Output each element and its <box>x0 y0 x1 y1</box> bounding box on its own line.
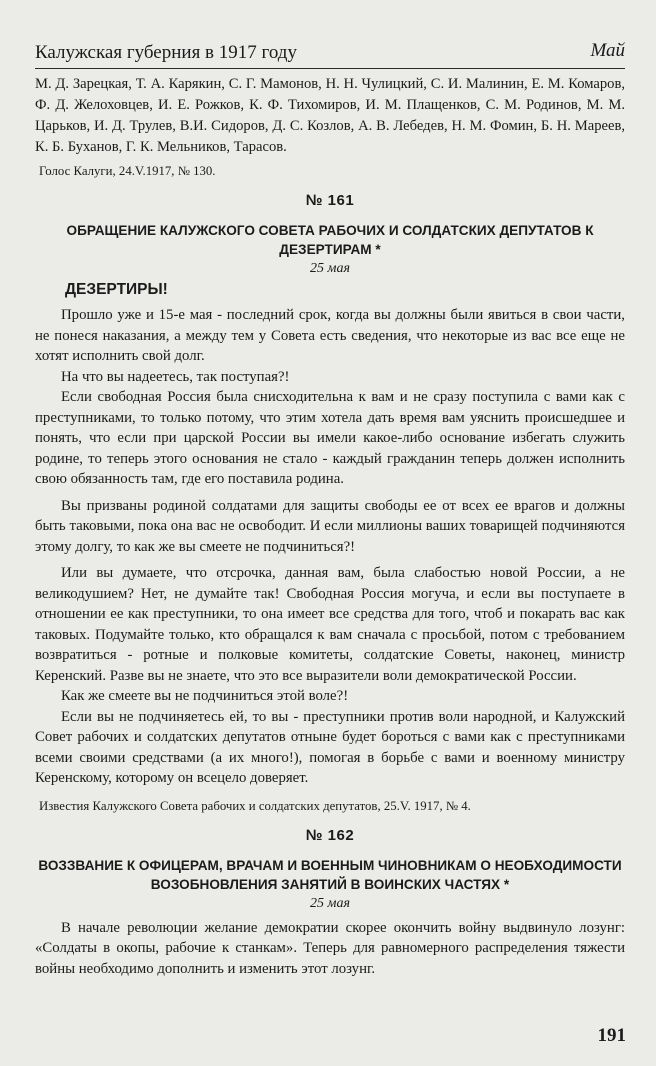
paragraph: Вы призваны родиной солдатами для защиты свободы ее от всех ее врагов и должны быть таковыми, пока она вас не освободит. И если миллионы ваших товарищей подчиняются этому долгу, то как же вы смеете не подчиниться?! <box>35 497 625 555</box>
running-head-title: Калужская губерния в 1917 году <box>35 42 297 63</box>
running-head-month: Май <box>590 40 625 61</box>
paragraph: Если вы не подчиняетесь ей, то вы - преступники против воли народной, и Калужский Совет рабочих и солдатских депутатов отныне будет бороться с вами как с преступниками всеми своими средствами (а их много!), помогая в борьбе с вами и военному министру Керенскому, которому он всецело доверяет. <box>35 708 625 786</box>
paragraph: Если свободная Россия была снисходительна к вам и не сразу поступила с вами как с преступниками, то только потому, что этим хотела дать время вам уяснить происшедшее и понять, что если при царской России вы имели какое-либо основание избегать служить родине, то теперь этого основания не стало - каждый гражданин теперь должен исполнить свою обязанность там, где его поставила родина. <box>35 389 625 487</box>
document-date: 25 мая <box>310 261 350 276</box>
document-161 <box>35 192 625 815</box>
document-number: № 161 <box>305 192 355 209</box>
document-title: ОБРАЩЕНИЕ КАЛУЖСКОГО СОВЕТА РАБОЧИХ И СОЛДАТСКИХ ДЕПУТАТОВ К ДЕЗЕРТИРАМ * <box>66 223 594 257</box>
paragraph: Или вы думаете, что отсрочка, данная вам, была слабостью новой России, а не великодушием? Нет, не думайте так! Свободная Россия могуча, и если вы поступаете в отношении ее как преступники, то она имеет все средства для того, чтоб и покарать вас как таковых. Подумайте только, кто обращался к вам сначала с просьбой, потом с требованием возвратиться - ротные и полковые комитеты, солдатские Советы, наконец, министр Керенский. Разве вы не знаете, что это все выразители воли демократической России. <box>35 565 625 684</box>
page-number: 191 <box>597 1025 626 1046</box>
paragraph: Как же смеете вы не подчиниться этой воле?! <box>61 688 349 704</box>
source-citation-prev: Голос Калуги, 24.V.1917, № 130. <box>39 164 216 178</box>
paragraph: На что вы надеетесь, так поступая?! <box>61 368 290 385</box>
running-head <box>35 38 625 69</box>
document-date: 25 мая <box>310 895 350 911</box>
document-title: ВОЗЗВАНИЕ К ОФИЦЕРАМ, ВРАЧАМ И ВОЕННЫМ ЧИНОВНИКАМ О НЕОБХОДИМОСТИ ВОЗОБНОВЛЕНИЯ ЗАНЯТИЙ В ВОИНСКИХ ЧАСТЯХ * <box>38 857 622 892</box>
paragraph: Прошло уже и 15-е мая - последний срок, когда вы должны были явиться в свои части, не понеся наказания, а между тем у Совета есть сведения, что некоторые из вас все еще не хотят исполнить свой долг. <box>35 307 625 364</box>
document-number: № 162 <box>305 826 355 844</box>
page-body <box>35 74 625 979</box>
appeal-heading: ДЕЗЕРТИРЫ! <box>65 281 168 298</box>
paragraph: В начале революции желание демократии скорее окончить войну выдвинуло лозунг: «Солдаты в окопы, рабочие к станкам». Теперь для равномерного распределения тяжести войны необходимо дополнить и изменить этот лозунг. <box>35 919 625 977</box>
source-citation: Известия Калужского Совета рабочих и солдатских депутатов, 25.V. 1917, № 4. <box>39 798 471 813</box>
signatories-list: М. Д. Зарецкая, Т. А. Карякин, С. Г. Мамонов, Н. Н. Чулицкий, С. И. Малинин, Е. М. Комаров, Ф. Д. Желоховцев, И. Е. Рожков, К. Ф. Тихомиров, И. М. Плащенков, С. М. Родинов, М. М. Царьков, И. Д. Трулев, В.И. Сидоров, Д. С. Козлов, А. В. Лебедев, Н. М. Фомин, Б. Н. Мареев, К. Б. Буханов, Г. К. Мельников, Тарасов. <box>35 76 625 155</box>
document-162 <box>35 827 625 980</box>
